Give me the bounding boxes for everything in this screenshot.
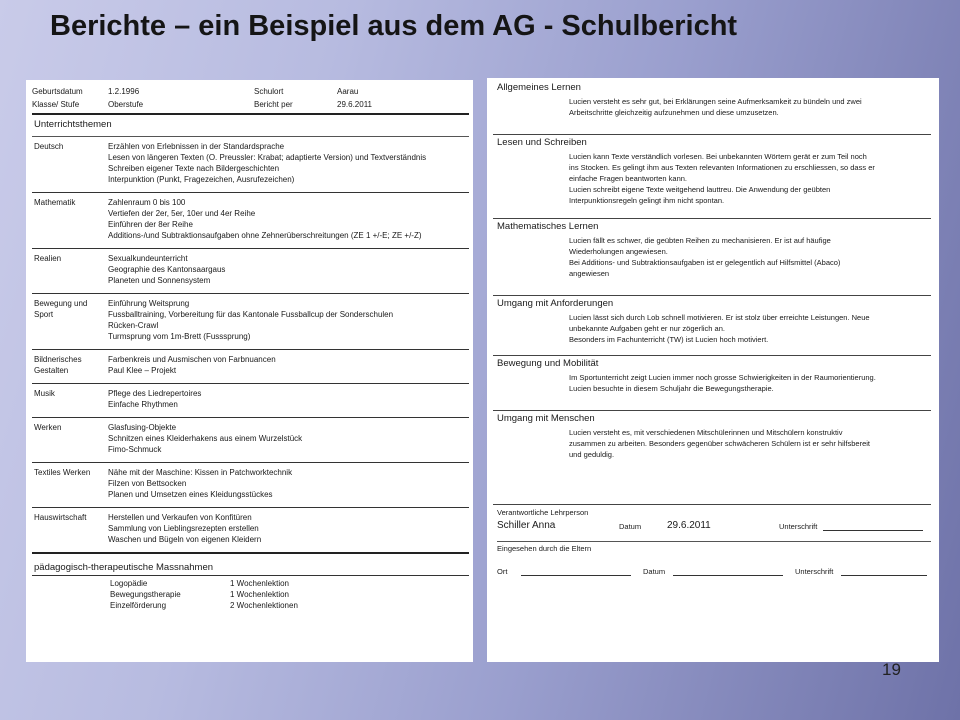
subject-name-line: Musik — [34, 389, 55, 398]
section-heading: Mathematisches Lernen — [497, 221, 599, 232]
report-page-assessment — [487, 78, 939, 662]
birth-label: Geburtsdatum — [32, 87, 83, 96]
subject-name-line: Mathematik — [34, 198, 76, 207]
topic-item: Paul Klee – Projekt — [108, 366, 177, 375]
topic-item: Sexualkundeunterricht — [108, 254, 188, 263]
text-line: ins Stocken. Es gelingt ihm aus Texten relevanten Informationen zu erschliessen, so dass er — [569, 163, 875, 172]
subject-row — [32, 192, 469, 248]
class-value: Oberstufe — [108, 100, 144, 109]
topic-item: Vertiefen der 2er, 5er, 10er und 4er Reihe — [108, 209, 256, 218]
topic-item: Additions-/und Subtraktionsaufgaben ohne Zehnerüberschreitungen (ZE 1 +/-E; ZE +/-Z) — [108, 231, 422, 240]
subject-row — [32, 507, 469, 552]
subject-topics — [108, 512, 469, 545]
assessment-section — [493, 134, 931, 218]
text-line: Lucien versteht es sehr gut, bei Erklärungen seine Aufmerksamkeit zu bündeln und zwei — [569, 97, 862, 106]
section-text — [497, 372, 931, 394]
subject-name-line: Gestalten — [34, 366, 69, 375]
measure-amount: 1 Wochenlektion — [230, 590, 289, 599]
subject-name-line: Bewegung und — [34, 299, 88, 308]
subject-topics — [108, 354, 469, 376]
signature-line — [823, 530, 923, 531]
birth-value: 1.2.1996 — [108, 87, 140, 96]
subject-name-line: Realien — [34, 254, 62, 263]
subject-name — [34, 388, 108, 410]
topic-item: Sammlung von Lieblingsrezepten erstellen — [108, 524, 259, 533]
school-label: Schulort — [254, 87, 284, 96]
subject-name-line: Werken — [34, 423, 62, 432]
signature-label: Unterschrift — [779, 522, 818, 531]
subject-topics — [108, 388, 469, 410]
topic-item: Planen und Umsetzen eines Kleidungsstückes — [108, 490, 273, 499]
topic-item: Rücken-Crawl — [108, 321, 159, 330]
subject-name-line: Deutsch — [34, 142, 64, 151]
topic-item: Glasfusing-Objekte — [108, 423, 177, 432]
topic-item: Geographie des Kantonsaargaus — [108, 265, 226, 274]
text-line: Lucien versteht es, mit verschiedenen Mitschülerinnen und Mitschülern konstruktiv — [569, 428, 843, 437]
subject-name-line: Bildnerisches — [34, 355, 82, 364]
measures-list — [32, 576, 469, 611]
student-header — [32, 84, 469, 109]
topic-item: Schreiben eigener Texte nach Bildergeschichten — [108, 164, 280, 173]
text-line: Wiederholungen angewiesen. — [569, 247, 668, 256]
topic-item: Lesen von längeren Texten (O. Preussler: Krabat; adaptierte Version) und Textverständnis — [108, 153, 427, 162]
subject-name — [34, 422, 108, 455]
text-line: Lucien schreibt eigene Texte weitgehend lauttreu. Die Anwendung der geübten — [569, 185, 831, 194]
topic-item: Einfache Rhythmen — [108, 400, 178, 409]
date-label-parents: Datum — [643, 567, 666, 576]
school-value: Aarau — [337, 87, 359, 96]
text-line: Lucien besuchte in diesem Schuljahr die Bewegungstherapie. — [569, 384, 774, 393]
topic-item: Einführung Weitsprung — [108, 299, 190, 308]
text-line: Lucien kann Texte verständlich vorlesen. Bei unbekannten Wörtern gerät er zum Teil noch — [569, 152, 867, 161]
text-line: Interpunktionsregeln gelingt ihm nicht spontan. — [569, 196, 725, 205]
report-label: Bericht per — [254, 100, 293, 109]
section-heading: Bewegung und Mobilität — [497, 358, 599, 369]
section-text — [497, 427, 931, 460]
subject-name — [34, 512, 108, 545]
measures-title: pädagogisch-therapeutische Massnahmen — [32, 554, 469, 576]
class-label: Klasse/ Stufe — [32, 100, 80, 109]
subject-row — [32, 137, 469, 192]
subject-row — [32, 417, 469, 462]
subject-row — [32, 349, 469, 383]
topic-item: Turmsprung vom 1m-Brett (Fusssprung) — [108, 332, 251, 341]
section-heading: Umgang mit Anforderungen — [497, 298, 614, 309]
assessment-section — [493, 80, 931, 134]
subject-name — [34, 467, 108, 500]
section-heading: Umgang mit Menschen — [497, 413, 595, 424]
topic-item: Einführen der 8er Reihe — [108, 220, 193, 229]
teacher-name: Schiller Anna — [497, 520, 556, 531]
assessment-section — [493, 295, 931, 355]
measure-amount: 2 Wochenlektionen — [230, 601, 298, 610]
subject-row — [32, 383, 469, 417]
report-value: 29.6.2011 — [337, 100, 372, 109]
subject-topics — [108, 422, 469, 455]
text-line: und geduldig. — [569, 450, 615, 459]
measure-name: Einzelförderung — [110, 601, 167, 610]
section-text — [497, 235, 931, 279]
measure-amount: 1 Wochenlektion — [230, 579, 289, 588]
assessment-sections — [493, 80, 931, 498]
topic-item: Pflege des Liedrepertoires — [108, 389, 202, 398]
topic-item: Fussballtraining, Vorbereitung für das Kantonale Fussballcup der Sonderschulen — [108, 310, 394, 319]
section-text — [497, 151, 931, 206]
text-line: einfache Fragen beantworten kann. — [569, 174, 687, 183]
slide-title: Berichte – ein Beispiel aus dem AG - Schulbericht — [50, 10, 738, 42]
topic-item: Erzählen von Erlebnissen in der Standardsprache — [108, 142, 285, 151]
text-line: Besonders im Fachunterricht (TW) ist Lucien hoch motiviert. — [569, 335, 769, 344]
topic-item: Nähe mit der Maschine: Kissen in Patchworktechnik — [108, 468, 293, 477]
text-line: zusammen zu arbeiten. Besonders gegenüber schwächeren Schülern ist er sehr hilfsbereit — [569, 439, 870, 448]
topics-title: Unterrichtsthemen — [34, 119, 112, 130]
topic-item: Schnitzen eines Kleiderhakens aus einem Wurzelstück — [108, 434, 303, 443]
section-text — [497, 96, 931, 118]
date-label: Datum — [619, 522, 642, 531]
subject-name — [34, 298, 108, 342]
report-page-topics — [26, 80, 473, 662]
place-label: Ort — [497, 567, 508, 576]
topic-item: Planeten und Sonnensystem — [108, 276, 211, 285]
assessment-section — [493, 218, 931, 295]
topic-item: Herstellen und Verkaufen von Konfitüren — [108, 513, 252, 522]
topic-item: Waschen und Bügeln von eigenen Kleidern — [108, 535, 262, 544]
divider — [497, 541, 931, 542]
signature-line-parents — [841, 575, 927, 576]
subject-topics — [108, 197, 469, 241]
subject-row — [32, 462, 469, 507]
measure-name: Logopädie — [110, 579, 148, 588]
topic-item: Zahlenraum 0 bis 100 — [108, 198, 186, 207]
date-value: 29.6.2011 — [667, 520, 711, 531]
date-line — [673, 575, 783, 576]
section-heading: Allgemeines Lernen — [497, 82, 581, 93]
text-line: Lucien lässt sich durch Lob schnell motivieren. Er ist stolz über erreichte Leistungen. Neue — [569, 313, 870, 322]
subject-topics — [108, 298, 469, 342]
parents-label: Eingesehen durch die Eltern — [497, 544, 592, 553]
assessment-section — [493, 410, 931, 498]
subject-topics — [108, 467, 469, 500]
subject-topics — [108, 141, 469, 185]
text-line: Im Sportunterricht zeigt Lucien immer noch grosse Schwierigkeiten in der Raumorientierung. — [569, 373, 876, 382]
subject-name — [34, 253, 108, 286]
text-line: Arbeitschritte gleichzeitig aufzunehmen und diese umzusetzen. — [569, 108, 779, 117]
subject-name-line: Sport — [34, 310, 54, 319]
subject-name-line: Textiles Werken — [34, 468, 91, 477]
page-number: 19 — [882, 660, 901, 679]
topic-item: Interpunktion (Punkt, Fragezeichen, Ausrufezeichen) — [108, 175, 295, 184]
assessment-section — [493, 355, 931, 410]
teacher-label: Verantwortliche Lehrperson — [497, 508, 589, 517]
topic-item: Filzen von Bettsocken — [108, 479, 187, 488]
subject-name-line: Hauswirtschaft — [34, 513, 87, 522]
subject-name — [34, 141, 108, 185]
subject-name — [34, 197, 108, 241]
measure-name: Bewegungstherapie — [110, 590, 181, 599]
section-text — [497, 312, 931, 345]
section-heading: Lesen und Schreiben — [497, 137, 587, 148]
subject-topics — [108, 253, 469, 286]
subjects-table — [32, 137, 469, 552]
text-line: unbekannte Aufgaben geht er nur zögerlich an. — [569, 324, 725, 333]
place-line — [521, 575, 631, 576]
subject-name — [34, 354, 108, 376]
text-line: Lucien fällt es schwer, die geübten Reihen zu mechanisieren. Er ist auf häufige — [569, 236, 831, 245]
subject-row — [32, 248, 469, 293]
topic-item: Fimo-Schmuck — [108, 445, 162, 454]
signature-label-parents: Unterschrift — [795, 567, 834, 576]
signature-block — [493, 504, 931, 576]
topic-item: Farbenkreis und Ausmischen von Farbnuancen — [108, 355, 276, 364]
subject-row — [32, 293, 469, 349]
text-line: Bei Additions- und Subtraktionsaufgaben ist er gelegentlich auf Hilfsmittel (Abaco) — [569, 258, 841, 267]
text-line: angewiesen — [569, 269, 610, 278]
